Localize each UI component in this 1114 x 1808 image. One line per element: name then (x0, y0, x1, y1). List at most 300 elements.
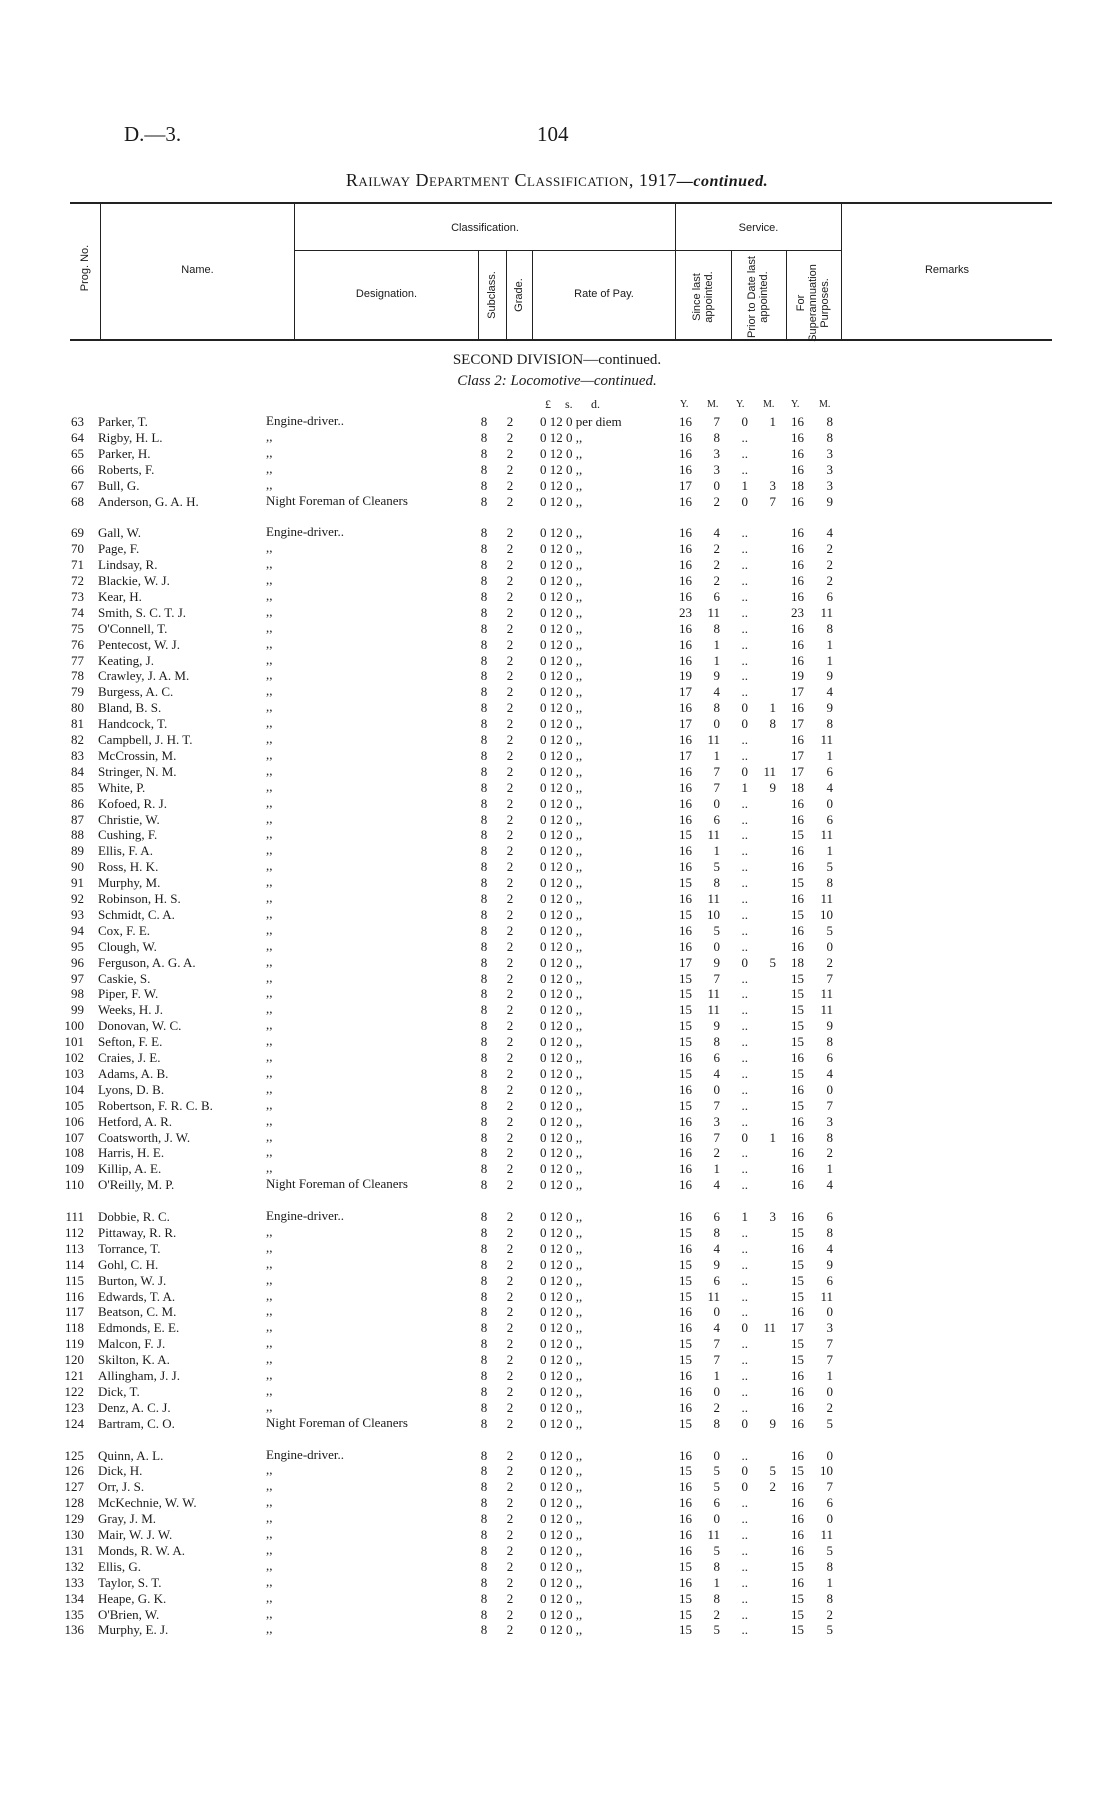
since-years: 16 (679, 811, 692, 827)
since-months: 5 (713, 1542, 720, 1558)
total-months: 3 (826, 461, 833, 477)
total-years: 16 (791, 1240, 804, 1256)
designation: ,, (266, 1271, 273, 1287)
prog-no: 77 (71, 652, 84, 668)
subclass: 8 (480, 1527, 488, 1542)
subclass: 8 (480, 779, 488, 795)
grade: 2 (506, 1558, 514, 1574)
rate-of-pay: 0 12 0 ,, (540, 747, 583, 763)
grade: 2 (506, 1097, 514, 1113)
prog-no: 75 (71, 620, 84, 636)
prog-no: 121 (64, 1368, 84, 1383)
total-years: 15 (791, 1034, 804, 1050)
since-years: 16 (679, 445, 692, 461)
grade: 2 (506, 1368, 514, 1383)
total-months: 5 (826, 1415, 833, 1431)
rate-of-pay: 0 12 0 ,, (540, 1224, 583, 1240)
employee-name: Robertson, F. R. C. B. (98, 1097, 213, 1113)
prior-months: 5 (769, 1463, 776, 1479)
rate-of-pay: 0 12 0 ,, (540, 429, 583, 445)
designation: ,, (266, 1128, 273, 1144)
table-row (0, 414, 1114, 430)
prog-no: 116 (64, 1288, 84, 1304)
grade: 2 (506, 461, 514, 477)
title-main: Railway Department Classification, 1917 (345, 170, 677, 190)
prior-years: .. (741, 557, 748, 573)
employee-name: Torrance, T. (98, 1240, 161, 1256)
employee-name: Parker, T. (98, 414, 148, 429)
since-months: 11 (707, 1527, 720, 1542)
since-months: 4 (713, 1320, 720, 1336)
rate-of-pay: 0 12 0 ,, (540, 684, 583, 700)
total-years: 15 (791, 1336, 804, 1352)
employee-name: Stringer, N. M. (98, 763, 177, 779)
table-row (0, 1066, 1114, 1082)
total-years: 18 (791, 779, 804, 795)
employee-name: Quinn, A. L. (98, 1447, 164, 1463)
designation: ,, (266, 874, 273, 890)
since-years: 16 (679, 414, 692, 429)
rate-of-pay: 0 12 0 ,, (540, 1352, 583, 1368)
prog-no: 110 (64, 1177, 84, 1193)
employee-name: Ross, H. K. (98, 859, 159, 875)
prior-years: .. (741, 1622, 748, 1638)
prior-years: .. (741, 652, 748, 668)
total-years: 15 (791, 1065, 804, 1081)
subclass: 8 (480, 668, 488, 684)
subclass: 8 (480, 954, 488, 970)
designation: ,, (266, 762, 273, 778)
total-years: 19 (791, 668, 804, 684)
prog-no: 71 (71, 557, 84, 573)
prior-years: .. (741, 1177, 748, 1193)
designation: ,, (266, 603, 273, 619)
prior-years: .. (741, 875, 748, 891)
prog-no: 99 (71, 1002, 84, 1018)
total-months: 3 (826, 1113, 833, 1129)
designation: ,, (266, 1239, 273, 1255)
table-row (0, 1289, 1114, 1305)
employee-name: Kear, H. (98, 588, 142, 604)
rate-of-pay: 0 12 0 ,, (540, 906, 583, 922)
subclass: 8 (480, 859, 488, 875)
employee-name: Orr, J. S. (98, 1479, 145, 1495)
employee-name: Edmonds, E. E. (98, 1320, 180, 1336)
since-months: 3 (713, 1113, 720, 1129)
prior-years: .. (741, 970, 748, 986)
since-months: 1 (713, 1368, 720, 1383)
page-reference: D.—3. (124, 122, 182, 146)
total-months: 8 (826, 1590, 833, 1606)
prior-years: .. (741, 1065, 748, 1081)
since-years: 16 (679, 938, 692, 954)
prog-no: 63 (71, 414, 84, 429)
since-months: 0 (713, 938, 720, 954)
prior-years: 0 (741, 1463, 748, 1479)
subclass: 8 (480, 795, 488, 811)
unit-pence: d. (591, 397, 600, 411)
total-years: 16 (791, 1145, 804, 1161)
total-months: 4 (826, 525, 833, 541)
total-years: 15 (791, 1224, 804, 1240)
prior-years: .. (741, 1527, 748, 1542)
prior-years: .. (741, 636, 748, 652)
subclass: 8 (480, 1574, 488, 1590)
table-row (0, 1622, 1114, 1638)
table-row (0, 637, 1114, 653)
rate-of-pay: 0 12 0 ,, (540, 604, 583, 620)
since-years: 16 (679, 1320, 692, 1336)
prog-no: 126 (64, 1463, 84, 1479)
since-years: 16 (679, 763, 692, 779)
prior-years: .. (741, 461, 748, 477)
designation: ,, (266, 1255, 273, 1271)
title-suffix: —continued. (676, 173, 769, 190)
employee-name: Schmidt, C. A. (98, 906, 175, 922)
grade: 2 (506, 732, 514, 747)
prog-no: 111 (65, 1209, 84, 1224)
grade: 2 (506, 811, 514, 827)
total-years: 16 (791, 620, 804, 636)
prog-no-header: Prog. No. (79, 244, 91, 292)
grade: 2 (506, 573, 514, 588)
table-row (0, 1559, 1114, 1575)
subclass: 8 (480, 652, 488, 668)
total-months: 2 (826, 557, 833, 573)
prog-no: 87 (71, 811, 84, 827)
prog-no: 83 (71, 747, 84, 763)
grade: 2 (506, 700, 514, 716)
prog-no: 107 (64, 1129, 84, 1145)
table-row (0, 1209, 1114, 1225)
table-row (0, 748, 1114, 764)
total-years: 15 (791, 1622, 804, 1638)
designation: ,, (266, 428, 273, 444)
since-years: 15 (679, 1590, 692, 1606)
rate-of-pay: 0 12 0 ,, (540, 588, 583, 604)
since-years: 16 (679, 1479, 692, 1495)
designation: ,, (266, 1049, 273, 1064)
grade: 2 (506, 1495, 514, 1511)
table-row (0, 1177, 1114, 1193)
prog-no: 98 (71, 986, 84, 1002)
grade: 2 (506, 1272, 514, 1288)
total-years: 23 (791, 604, 804, 620)
since-years: 17 (679, 716, 692, 732)
designation: ,, (266, 1080, 273, 1096)
employee-name: Allingham, J. J. (98, 1368, 180, 1383)
prog-no: 73 (71, 588, 84, 604)
since-years: 15 (679, 1002, 692, 1018)
employee-name: Piper, F. W. (98, 986, 159, 1002)
rate-of-pay: 0 12 0 ,, (540, 525, 583, 541)
prior-years: .. (741, 1161, 748, 1177)
designation: ,, (266, 969, 273, 985)
prior-years: .. (741, 827, 748, 843)
prog-no: 122 (64, 1383, 84, 1399)
prog-no: 84 (71, 763, 84, 779)
table-row (0, 541, 1114, 557)
grade: 2 (506, 1606, 514, 1622)
rate-of-pay: 0 12 0 ,, (540, 477, 583, 493)
rate-of-pay: 0 12 0 ,, (540, 1383, 583, 1399)
total-months: 3 (826, 1320, 833, 1336)
employee-name: Ellis, G. (98, 1558, 141, 1574)
total-months: 11 (820, 732, 833, 747)
total-months: 5 (826, 1622, 833, 1638)
since-months: 8 (713, 1558, 720, 1574)
subclass: 8 (480, 1447, 488, 1463)
prog-no: 86 (71, 795, 84, 811)
prog-no: 80 (71, 700, 84, 716)
designation: ,, (266, 1160, 273, 1176)
employee-name: Denz, A. C. J. (98, 1399, 171, 1415)
total-months: 0 (826, 1304, 833, 1320)
table-row (0, 1416, 1114, 1432)
total-years: 16 (791, 1368, 804, 1383)
grade: 2 (506, 1479, 514, 1495)
designation: ,, (266, 826, 273, 842)
employee-name: Kofoed, R. J. (98, 795, 167, 811)
since-months: 8 (713, 875, 720, 891)
designation: ,, (266, 572, 273, 587)
prior-years: .. (741, 525, 748, 541)
employee-name: Pittaway, R. R. (98, 1224, 177, 1240)
since-months: 3 (713, 445, 720, 461)
rate-of-pay: 0 12 0 ,, (540, 716, 583, 732)
since-years: 16 (679, 1081, 692, 1097)
total-years: 16 (791, 1209, 804, 1224)
rate-of-pay: 0 12 0 ,, (540, 859, 583, 875)
since-years: 16 (679, 588, 692, 604)
total-months: 6 (826, 811, 833, 827)
employee-name: Campbell, J. H. T. (98, 732, 193, 747)
subclass: 8 (480, 1288, 488, 1304)
employee-name: Robinson, H. S. (98, 891, 181, 906)
subclass-header: Subclass. (486, 271, 498, 319)
total-months: 11 (820, 1002, 833, 1018)
since-months: 11 (707, 1288, 720, 1304)
subclass: 8 (480, 573, 488, 588)
total-months: 1 (826, 636, 833, 652)
since-years: 16 (679, 636, 692, 652)
prior-years: .. (741, 747, 748, 763)
table-row (0, 907, 1114, 923)
subclass: 8 (480, 1479, 488, 1495)
rate-of-pay: 0 12 0 ,, (540, 1272, 583, 1288)
designation: ,, (266, 1033, 273, 1049)
rate-of-pay: 0 12 0 ,, (540, 843, 583, 859)
prog-no: 102 (64, 1050, 84, 1065)
subclass: 8 (480, 763, 488, 779)
prog-no: 105 (64, 1097, 84, 1113)
grade: 2 (506, 1399, 514, 1415)
rate-of-pay: 0 12 0 ,, (540, 1240, 583, 1256)
employee-name: Gall, W. (98, 525, 141, 541)
since-years: 16 (679, 1304, 692, 1320)
total-months: 10 (820, 906, 833, 922)
prior-years: .. (741, 1304, 748, 1320)
grade: 2 (506, 827, 514, 843)
since-months: 7 (713, 414, 720, 429)
employee-name: Dobbie, R. C. (98, 1209, 170, 1224)
total-months: 5 (826, 922, 833, 938)
grade: 2 (506, 1177, 514, 1193)
prior-years: .. (741, 541, 748, 557)
prior-months: 8 (769, 716, 776, 732)
grade: 2 (506, 414, 514, 429)
total-years: 15 (791, 1288, 804, 1304)
grade: 2 (506, 445, 514, 461)
since-months: 8 (713, 1224, 720, 1240)
total-months: 6 (826, 1495, 833, 1511)
prior-years: .. (741, 1034, 748, 1050)
total-months: 11 (820, 604, 833, 620)
prior-years: .. (741, 1018, 748, 1034)
since-months: 0 (713, 1081, 720, 1097)
since-years: 17 (679, 747, 692, 763)
table-row (0, 684, 1114, 700)
rate-of-pay: 0 12 0 ,, (540, 922, 583, 938)
total-months: 8 (826, 1129, 833, 1145)
rate-of-pay: 0 12 0 ,, (540, 1415, 583, 1431)
since-months: 8 (713, 620, 720, 636)
since-months: 5 (713, 859, 720, 875)
since-months: 11 (707, 1002, 720, 1018)
since-years: 16 (679, 1050, 692, 1065)
grade: 2 (506, 1511, 514, 1527)
rate-of-pay: 0 12 0 ,, (540, 1034, 583, 1050)
rate-of-pay: 0 12 0 ,, (540, 1527, 583, 1542)
prior-years: .. (741, 906, 748, 922)
total-years: 15 (791, 1590, 804, 1606)
since-months: 7 (713, 1352, 720, 1368)
unit-pounds: £ (545, 397, 551, 411)
grade: 2 (506, 684, 514, 700)
prior-years: .. (741, 1288, 748, 1304)
total-years: 17 (791, 763, 804, 779)
table-row (0, 1130, 1114, 1146)
rate-of-pay: 0 12 0 ,, (540, 461, 583, 477)
subclass: 8 (480, 493, 488, 509)
designation: ,, (266, 890, 273, 905)
grade: 2 (506, 843, 514, 859)
table-row (0, 1114, 1114, 1130)
table-row (0, 1050, 1114, 1066)
designation: ,, (266, 731, 273, 746)
designation: ,, (266, 858, 273, 874)
rate-of-pay: 0 12 0 ,, (540, 636, 583, 652)
table-row (0, 446, 1114, 462)
table-row (0, 525, 1114, 541)
grade: 2 (506, 1065, 514, 1081)
rate-of-pay: 0 12 0 ,, (540, 954, 583, 970)
designation: ,, (266, 1351, 273, 1367)
subclass: 8 (480, 1511, 488, 1527)
total-years: 16 (791, 1511, 804, 1527)
table-row (0, 780, 1114, 796)
employee-name: Anderson, G. A. H. (98, 493, 199, 509)
subclass: 8 (480, 732, 488, 747)
total-months: 2 (826, 1399, 833, 1415)
table-row (0, 843, 1114, 859)
table-row (0, 1543, 1114, 1559)
prog-no: 89 (71, 843, 84, 859)
table-row (0, 827, 1114, 843)
unit-m-1: M. (707, 399, 719, 410)
prog-no: 127 (64, 1479, 84, 1495)
prior-months: 9 (769, 1415, 776, 1431)
table-row (0, 891, 1114, 907)
prior-years: .. (741, 859, 748, 875)
since-years: 16 (679, 795, 692, 811)
since-years: 16 (679, 541, 692, 557)
total-years: 16 (791, 1415, 804, 1431)
total-months: 8 (826, 1224, 833, 1240)
since-months: 9 (713, 668, 720, 684)
total-years: 16 (791, 843, 804, 859)
page-title (0, 170, 1114, 191)
designation: ,, (266, 460, 273, 476)
since-months: 9 (713, 1018, 720, 1034)
total-years: 16 (791, 1050, 804, 1065)
since-years: 16 (679, 700, 692, 716)
subclass: 8 (480, 1224, 488, 1240)
rate-of-pay: 0 12 0 ,, (540, 1209, 583, 1224)
total-months: 2 (826, 1145, 833, 1161)
since-months: 0 (713, 716, 720, 732)
table-row (0, 1607, 1114, 1623)
designation: Night Foreman of Cleaners (266, 1176, 408, 1192)
since-years: 15 (679, 875, 692, 891)
table-row (0, 589, 1114, 605)
since-years: 17 (679, 684, 692, 700)
since-years: 15 (679, 1415, 692, 1431)
designation: ,, (266, 1494, 273, 1510)
prior-months: 1 (769, 700, 776, 716)
table-row (0, 971, 1114, 987)
table-row (0, 478, 1114, 494)
grade: 2 (506, 954, 514, 970)
employee-name: Rigby, H. L. (98, 429, 163, 445)
employee-name: Heape, G. K. (98, 1590, 167, 1606)
employee-name: Murphy, M. (98, 875, 161, 891)
table-row (0, 668, 1114, 684)
total-years: 16 (791, 795, 804, 811)
since-years: 16 (679, 1240, 692, 1256)
rate-of-pay: 0 12 0 ,, (540, 1288, 583, 1304)
employee-name: Page, F. (98, 541, 140, 557)
designation: ,, (266, 540, 273, 556)
grade: 2 (506, 1463, 514, 1479)
since-years: 16 (679, 922, 692, 938)
rate-of-pay: 0 12 0 ,, (540, 493, 583, 509)
prior-years: .. (741, 1383, 748, 1399)
subclass: 8 (480, 620, 488, 636)
prior-years: .. (741, 843, 748, 859)
since-months: 11 (707, 827, 720, 843)
table-row (0, 986, 1114, 1002)
prog-no: 94 (71, 922, 84, 938)
designation: ,, (266, 587, 273, 603)
total-years: 16 (791, 1495, 804, 1511)
designation: ,, (266, 1382, 273, 1398)
prior-years: .. (741, 1050, 748, 1065)
employee-name: Caskie, S. (98, 970, 151, 986)
prog-no: 125 (64, 1447, 84, 1463)
since-months: 0 (713, 795, 720, 811)
prior-years: .. (741, 1113, 748, 1129)
